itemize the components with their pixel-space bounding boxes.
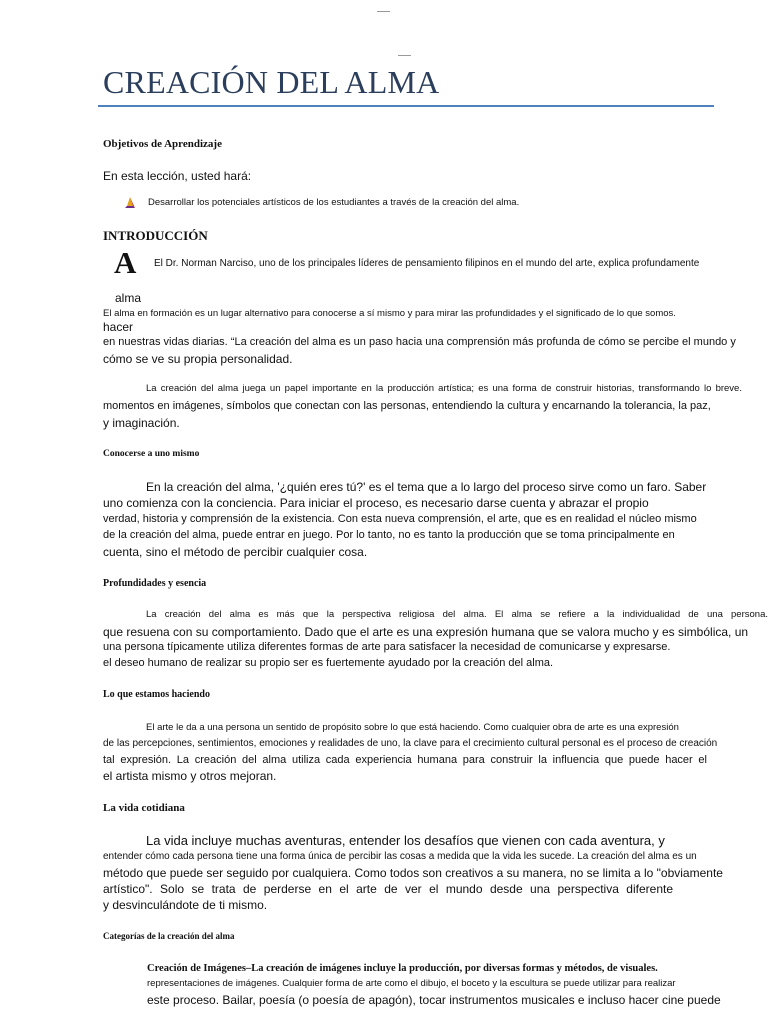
section-heading: Categorías de la creación del alma: [103, 931, 235, 941]
paragraph-line: que resuena con su comportamiento. Dado que el arte es una expresión humana que se valora mucho y es simbólica, un: [103, 625, 749, 639]
paragraph-line: entender cómo cada persona tiene una forma única de percibir las cosas a medida que la vida les sucede. La creación del alma es un: [103, 851, 697, 862]
paragraph-line: el deseo humano de realizar su propio ser es fuertemente ayudado por la creación del alma.: [103, 657, 554, 669]
intro-line: El alma en formación es un lugar alternativo para conocerse a sí mismo y para mirar las profundidades y el significado de lo que somos.: [103, 308, 676, 319]
paragraph-line: artístico". Solo se trata de perderse en el arte de ver el mundo desde una perspectiva diferente: [103, 882, 673, 896]
paragraph-line: representaciones de imágenes. Cualquier forma de arte como el dibujo, el boceto y la escultura se puede utilizar para realizar: [147, 978, 676, 989]
drop-cap: A: [114, 245, 137, 280]
objective-item: Desarrollar los potenciales artísticos de los estudiantes a través de la creación del alma.: [148, 197, 520, 208]
intro-line: hacer: [103, 320, 134, 334]
paragraph-line: y desvinculándote de ti mismo.: [103, 898, 268, 912]
paragraph-line: En la creación del alma, '¿quién eres tú?' es el tema que a lo largo del proceso sirve como un faro. Saber: [146, 480, 707, 494]
paragraph-line: este proceso. Bailar, poesía (o poesía de apagón), tocar instrumentos musicales e incluso hacer cine puede: [147, 993, 721, 1007]
objectives-heading: Objetivos de Aprendizaje: [103, 138, 222, 150]
paragraph-line: uno comienza con la conciencia. Para iniciar el proceso, es necesario darse cuenta y abrazar el propio: [103, 496, 649, 510]
objectives-intro: En esta lección, usted hará:: [103, 169, 252, 183]
bullet-pyramid-icon: [124, 197, 136, 209]
paragraph-line: El arte le da a una persona un sentido de propósito sobre lo que está haciendo. Como cualquier obra de arte es una expresión: [146, 722, 679, 733]
intro-line: en nuestras vidas diarias. “La creación del alma es un paso hacia una comprensión más profunda de cómo se percibe el mundo y: [103, 336, 736, 348]
paragraph-line: La creación del alma juega un papel importante en la producción artística; es una forma de construir historias, transformando lo breve.: [146, 383, 742, 394]
paragraph-line: de la creación del alma, puede entrar en juego. Por lo tanto, no es tanto la producción que se toma principalmente en: [103, 529, 675, 541]
paragraph-line: momentos en imágenes, símbolos que conectan con las personas, entendiendo la cultura y encarnando la tolerancia, la paz,: [103, 400, 711, 412]
intro-line: El Dr. Norman Narciso, uno de los principales líderes de pensamiento filipinos en el mundo del arte, explica profundamente: [154, 258, 700, 269]
intro-line: alma: [115, 291, 142, 305]
paragraph-line: de las percepciones, sentimientos, emociones y realidades de uno, la clave para el crecimiento cultural personal es el proceso de creación: [103, 738, 718, 749]
header-mark: [398, 55, 411, 56]
intro-line: cómo se ve su propia personalidad.: [103, 352, 293, 366]
category-lead: Creación de Imágenes–La creación de imágenes incluye la producción, por diversas formas y métodos, de visuales.: [147, 963, 658, 974]
paragraph-line: cuenta, sino el método de percibir cualquier cosa.: [103, 545, 368, 559]
page-title: CREACIÓN DEL ALMA: [103, 64, 440, 100]
paragraph-line: el artista mismo y otros mejoran.: [103, 769, 277, 783]
paragraph-line: y imaginación.: [103, 416, 180, 430]
paragraph-line: La creación del alma es más que la perspectiva religiosa del alma. El alma se refiere a la individualidad de una persona.: [146, 609, 768, 620]
section-heading: La vida cotidiana: [103, 802, 185, 814]
section-heading: Profundidades y esencia: [103, 578, 207, 589]
section-heading: Lo que estamos haciendo: [103, 689, 210, 700]
paragraph-line: tal expresión. La creación del alma utiliza cada experiencia humana para construir la influencia que puede hacer el: [103, 754, 707, 766]
section-heading: Conocerse a uno mismo: [103, 449, 200, 459]
paragraph-line: verdad, historia y comprensión de la existencia. Con esta nueva comprensión, el arte, que es en realidad el núcleo mismo: [103, 513, 697, 525]
paragraph-line: método que puede ser seguido por cualquiera. Como todos son creativos a su manera, no se limita a lo "obviamente: [103, 866, 723, 880]
paragraph-line: La vida incluye muchas aventuras, entender los desafíos que vienen con cada aventura, y: [146, 833, 665, 848]
intro-heading: INTRODUCCIÓN: [103, 228, 208, 243]
title-underline: [98, 105, 714, 107]
paragraph-line: una persona típicamente utiliza diferentes formas de arte para satisfacer la necesidad de comunicarse y expresarse.: [103, 641, 671, 653]
header-mark: [377, 11, 390, 12]
